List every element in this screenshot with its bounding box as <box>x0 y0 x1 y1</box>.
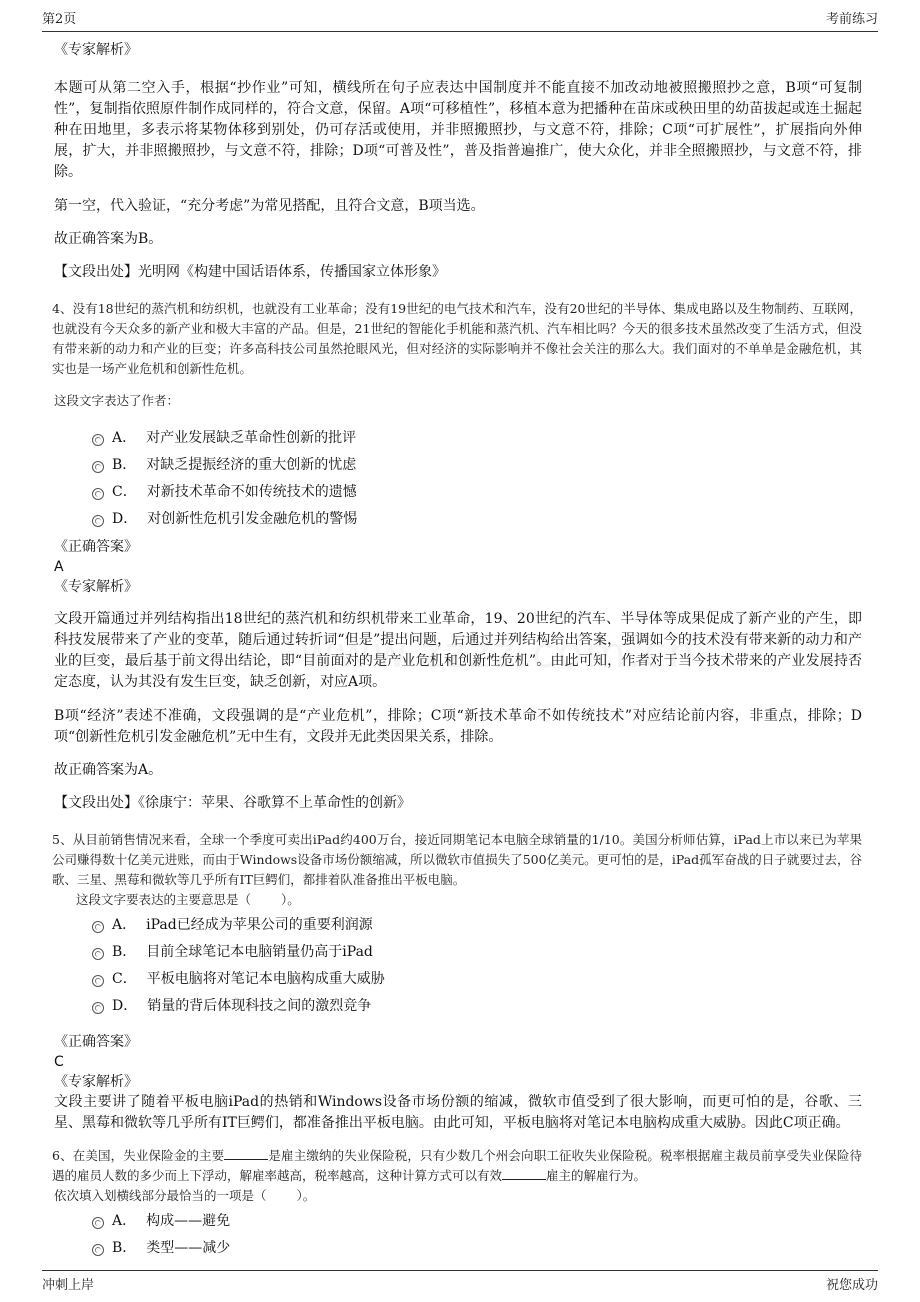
q5-options <box>54 910 862 1018</box>
q6-prompt: 依次填入划横线部分最恰当的一项是（ ）。 <box>54 1188 316 1203</box>
q5-stem: 5、从目前销售情况来看，全球一个季度可卖出iPad约400万台，接近同期笔记本电脑全球销量的1/10。美国分析师估算，iPad上市以来已为苹果公司赚得数十亿美元进账，而由于Windows设备市场份额缩减，所以微软市值损失了500亿美元。更可怕的是，iPad孤军奋战的日子就要过去，谷歌、三星、黑莓和微软等几乎所有IT巨鳄们，都排着队准备推出平板电脑。 <box>52 832 862 887</box>
page-content <box>54 40 862 1260</box>
q4-analysis-tag: 《专家解析》 <box>54 579 138 595</box>
q4-prompt: 这段文字表达了作者： <box>54 393 180 408</box>
q3-analysis-p1: 本题可从第二空入手，根据“抄作业”可知，横线所在句子应表达中国制度并不能直接不加改动地被照搬照抄之意，B项“可复制性”，复制指依照原件制作成同样的，符合文意，保留。A项“可移植性”，移植本意为把播种在苗床或秧田里的幼苗拔起或连土掘起种在田地里，多表示将某物体移到别处，仍可存活或使用，并非照搬照抄，与文意不符，排除；C项“可扩展性”，扩展指向外伸展，扩大，并非照搬照抄，与文意不符，排除；D项“可普及性”，普及指普遍推广，使大众化，并非全照搬照抄，与文意不符，排除。 <box>54 80 862 180</box>
blank-1 <box>224 1147 268 1160</box>
q3-conclusion: 故正确答案为B。 <box>54 231 163 247</box>
footer-right: 祝您成功 <box>825 1278 878 1293</box>
radio-icon[interactable] <box>92 461 104 473</box>
radio-icon[interactable] <box>92 515 104 527</box>
q6-option-b[interactable]: B． 类型——减少 <box>92 1233 862 1260</box>
page-footer <box>42 1270 878 1294</box>
q5-analysis-tag: 《专家解析》 <box>54 1074 138 1090</box>
section-title: 考前练习 <box>825 12 878 27</box>
q5-prompt: 这段文字要表达的主要意思是（ ）。 <box>76 892 300 907</box>
q4-source: 【文段出处】《徐康宁：苹果、谷歌算不上革命性的创新》 <box>54 795 411 811</box>
q4-analysis-p2: B项“经济”表述不准确，文段强调的是“产业危机”，排除；C项“新技术革命不如传统技术”对应结论前内容，非重点，排除；D项“创新性危机引发金融危机”无中生有，文段并无此类因果关系，排除。 <box>54 708 862 745</box>
q4-option-a[interactable]: A． 对产业发展缺乏革命性创新的批评 <box>92 423 862 450</box>
radio-icon[interactable] <box>92 434 104 446</box>
blank-2 <box>502 1167 546 1180</box>
q5-answer-tag: 《正确答案》 <box>54 1034 138 1050</box>
q5-answer: C <box>54 1054 64 1070</box>
radio-icon[interactable] <box>92 975 104 987</box>
q5-option-d[interactable]: D． 销量的背后体现科技之间的激烈竞争 <box>92 991 862 1018</box>
radio-icon[interactable] <box>92 1217 104 1229</box>
q4-option-b[interactable]: B． 对缺乏提振经济的重大创新的忧虑 <box>92 450 862 477</box>
q6-option-a[interactable]: A． 构成——避免 <box>92 1206 862 1233</box>
q4-option-c[interactable]: C． 对新技术革命不如传统技术的遗憾 <box>92 477 862 504</box>
q3-source: 【文段出处】光明网《构建中国话语体系，传播国家立体形象》 <box>54 264 446 280</box>
q5-option-b[interactable]: B． 目前全球笔记本电脑销量仍高于iPad <box>92 937 862 964</box>
radio-icon[interactable] <box>92 488 104 500</box>
radio-icon[interactable] <box>92 1002 104 1014</box>
q4-analysis-p1: 文段开篇通过并列结构指出18世纪的蒸汽机和纺织机带来工业革命，19、20世纪的汽车、半导体等成果促成了新产业的产生，即科技发展带来了产业的变革，随后通过转折词“但是”提出问题，后通过并列结构给出答案，强调如今的技术没有带来新的动力和产业的巨变，最后基于前文得出结论，即“目前面对的是产业危机和创新性危机”。由此可知，作者对于当今技术带来的产业发展持否定态度，认为其没有发生巨变，缺乏创新，对应A项。 <box>54 611 862 690</box>
q6-options <box>54 1206 862 1260</box>
q4-answer: A <box>54 559 64 575</box>
q4-option-d[interactable]: D． 对创新性危机引发金融危机的警惕 <box>92 504 862 531</box>
q3-analysis-tag: 《专家解析》 <box>54 42 138 58</box>
footer-left: 冲刺上岸 <box>42 1278 95 1293</box>
q4-conclusion: 故正确答案为A。 <box>54 762 163 778</box>
q5-analysis-p1: 文段主要讲了随着平板电脑iPad的热销和Windows设备市场份额的缩减，微软市值受到了很大影响，而更可怕的是，谷歌、三星、黑莓和微软等几乎所有IT巨鳄们，都准备推出平板电脑。由此可知，平板电脑将对笔记本电脑构成重大威胁。因此C项正确。 <box>54 1094 862 1131</box>
q4-answer-tag: 《正确答案》 <box>54 539 138 555</box>
q4-stem: 4、没有18世纪的蒸汽机和纺织机，也就没有工业革命；没有19世纪的电气技术和汽车，没有20世纪的半导体、集成电路以及生物制药、互联网，也就没有今天众多的新产业和极大丰富的产品。但是，21世纪的智能化手机能和蒸汽机、汽车相比吗？今天的很多技术虽然改变了生活方式，但没有带来新的动力和产业的巨变；许多高科技公司虽然抢眼风光，但对经济的实际影响并不像社会关注的那么大。我们面对的不单单是金融危机，其实也是一场产业危机和创新性危机。 <box>52 301 862 376</box>
page-header <box>42 10 878 32</box>
radio-icon[interactable] <box>92 921 104 933</box>
radio-icon[interactable] <box>92 948 104 960</box>
q6-stem: 6、在美国，失业保险金的主要 是雇主缴纳的失业保险税，只有少数几个州会向职工征收失业保险税。税率根据雇主裁员前享受失业保险待遇的雇员人数的多少而上下浮动，解雇率越高，税率越高，这种计算方式可以有效 雇主的解雇行为。 <box>52 1148 862 1183</box>
radio-icon[interactable] <box>92 1244 104 1256</box>
q3-analysis-p2: 第一空，代入验证，“充分考虑”为常见搭配，且符合文意，B项当选。 <box>54 198 485 214</box>
q5-option-c[interactable]: C． 平板电脑将对笔记本电脑构成重大威胁 <box>92 964 862 991</box>
page-number: 第2页 <box>42 12 77 27</box>
q5-option-a[interactable]: A． iPad已经成为苹果公司的重要利润源 <box>92 910 862 937</box>
q4-options <box>54 423 862 531</box>
